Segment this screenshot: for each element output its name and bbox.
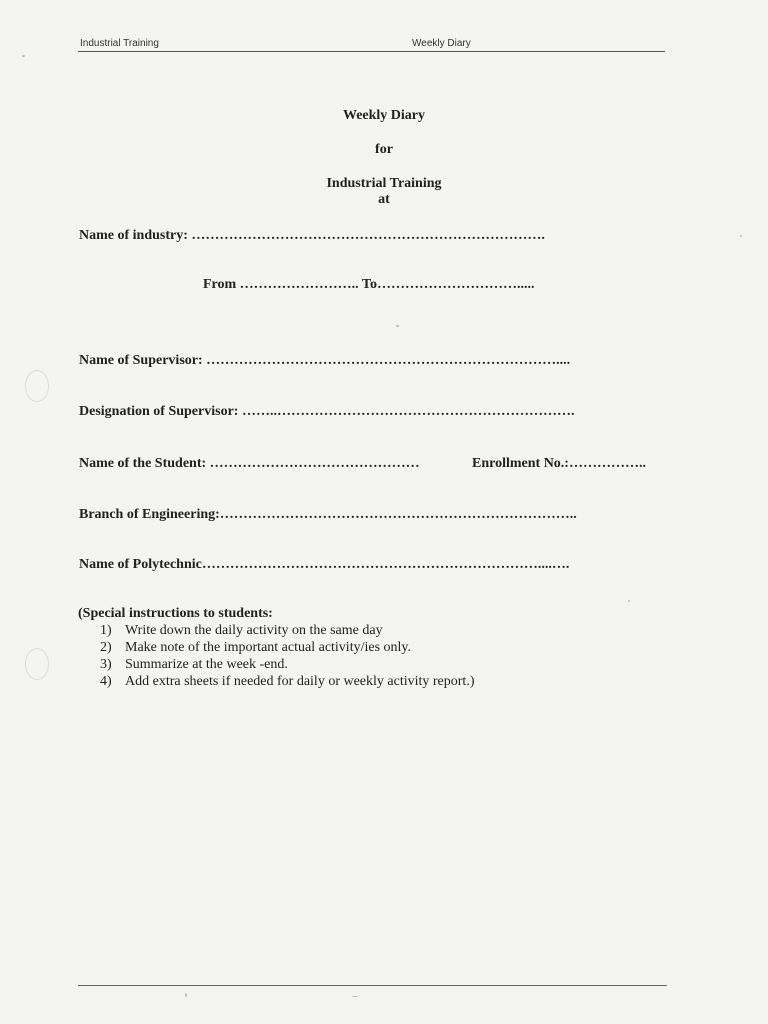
instruction-item — [78, 673, 474, 690]
scan-speck — [22, 55, 25, 57]
instruction-text: Summarize at the week -end. — [125, 657, 288, 672]
title-industrial-training: Industrial Training — [326, 176, 442, 191]
scan-speck — [628, 600, 630, 602]
instruction-item — [78, 639, 474, 656]
instruction-text: Write down the daily activity on the same day — [125, 623, 383, 638]
title-for: for — [375, 142, 393, 157]
instructions-title: (Special instructions to students: — [78, 606, 273, 621]
instruction-number: 1) — [100, 623, 112, 638]
document-title: Weekly Diary — [342, 108, 426, 123]
field-branch-of-engineering: Branch of Engineering:………………………………………………………………….. — [79, 507, 577, 522]
punch-hole-mark — [25, 370, 49, 402]
instruction-number: 4) — [100, 674, 112, 689]
punch-hole-mark — [25, 648, 49, 680]
field-name-of-polytechnic: Name of Polytechnic………………………………………………………………....…. — [79, 557, 570, 572]
special-instructions — [78, 605, 474, 690]
field-name-of-industry: Name of industry: …………………………………………………………………. — [79, 228, 545, 243]
running-header-left: Industrial Training — [80, 38, 159, 49]
header-rule — [78, 51, 665, 52]
instruction-item — [78, 656, 474, 673]
instruction-number: 3) — [100, 657, 112, 672]
scan-speck — [352, 996, 358, 997]
field-designation-of-supervisor: Designation of Supervisor: ……..………………………………………………………. — [79, 404, 575, 419]
field-enrollment-no: Enrollment No.:…………….. — [472, 456, 646, 471]
scan-speck — [740, 235, 742, 237]
instructions-list — [78, 622, 474, 690]
footer-rule — [78, 985, 667, 986]
field-from-to: From …………………….. To…………………………..... — [203, 277, 535, 292]
instruction-text: Add extra sheets if needed for daily or weekly activity report.) — [125, 674, 475, 689]
running-header-right: Weekly Diary — [412, 38, 471, 49]
scan-speck — [185, 993, 187, 997]
instruction-item — [78, 622, 474, 639]
field-name-of-supervisor: Name of Supervisor: ………………………………………………………………….... — [79, 353, 571, 368]
field-name-of-student: Name of the Student: ……………………………………… — [79, 456, 420, 471]
instruction-number: 2) — [100, 640, 112, 655]
instruction-text: Make note of the important actual activity/ies only. — [125, 640, 412, 655]
title-at: at — [378, 192, 390, 207]
scan-speck — [396, 325, 399, 327]
